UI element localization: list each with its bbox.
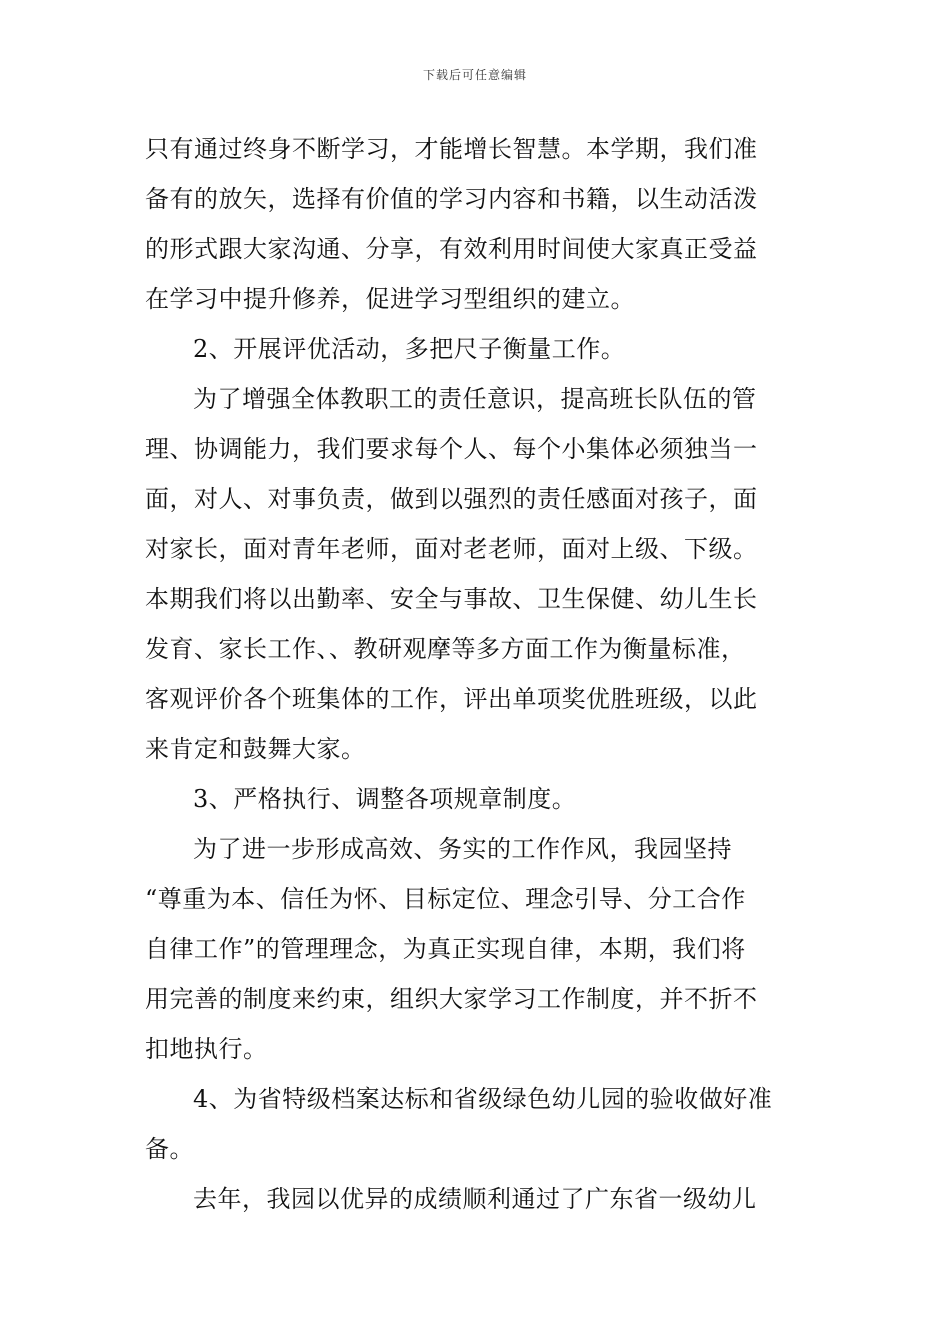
text-line: 备。 [145,1135,194,1163]
text-line: “尊重为本、信任为怀、目标定位、理念引导、分工合作 [145,885,746,913]
text-line: 发育、家长工作、、教研观摩等多方面工作为衡量标准， [145,635,746,663]
section-heading: 2、开展评优活动，多把尺子衡量工作。 [193,335,626,363]
text-line: 备有的放矢，选择有价值的学习内容和书籍，以生动活泼 [145,185,758,213]
text-line: 在学习中提升修养，促进学习型组织的建立。 [145,285,635,313]
section-heading: 4、为省特级档案达标和省级绿色幼儿园的验收做好准 [193,1085,773,1113]
text-line: 扣地执行。 [145,1035,268,1063]
section-heading: 3、严格执行、调整各项规章制度。 [193,785,577,813]
text-line: 本期我们将以出勤率、安全与事故、卫生保健、幼儿生长 [145,585,758,613]
text-line: 为了进一步形成高效、务实的工作作风，我园坚持 [193,835,732,863]
document-body [145,124,810,1224]
text-line: 为了增强全体教职工的责任意识，提高班长队伍的管 [193,385,757,413]
text-line: 去年，我园以优异的成绩顺利通过了广东省一级幼儿 [193,1185,757,1213]
text-line: 来肯定和鼓舞大家。 [145,735,366,763]
text-line: 用完善的制度来约束，组织大家学习工作制度，并不折不 [145,985,758,1013]
text-line: 客观评价各个班集体的工作，评出单项奖优胜班级，以此 [145,685,758,713]
text-line: 只有通过终身不断学习，才能增长智慧。本学期，我们准 [145,135,758,163]
text-line: 自律工作”的管理理念，为真正实现自律，本期，我们将 [145,935,746,963]
text-line: 理、协调能力，我们要求每个人、每个小集体必须独当一 [145,435,758,463]
text-line: 面，对人、对事负责，做到以强烈的责任感面对孩子，面 [145,485,758,513]
page-header: 下载后可任意编辑 [422,68,527,82]
text-line: 对家长，面对青年老师，面对老老师，面对上级、下级。 [145,535,758,563]
text-line: 的形式跟大家沟通、分享，有效利用时间使大家真正受益 [145,235,758,263]
